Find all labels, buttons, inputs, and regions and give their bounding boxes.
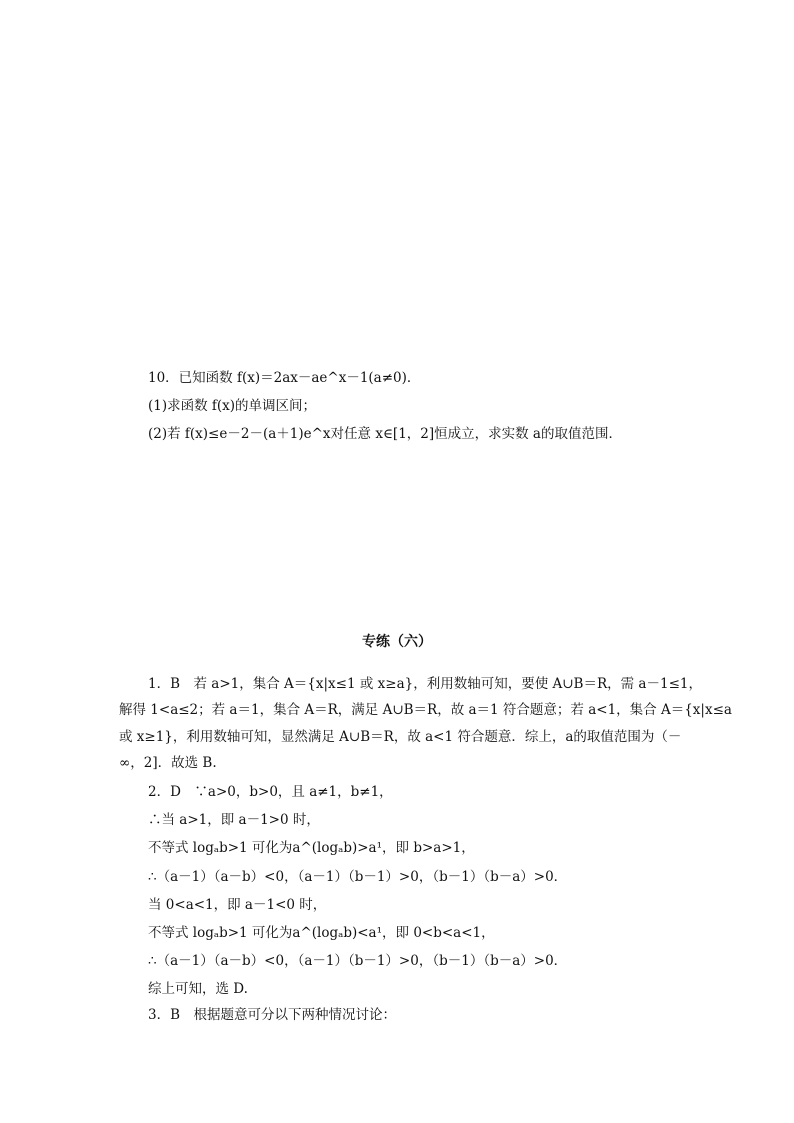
solution-line: 或 x≥1}，利用数轴可知，显然满足 A∪B＝R，故 a<1 符合题意．综上，a的取值范围为（－ [119, 729, 682, 745]
solution-line: 3．B 根据题意可分以下两种情况讨论： [148, 1007, 397, 1023]
solution-line: ∞，2]．故选 B. [119, 755, 217, 771]
problem-10-part2: (2)若 f(x)≤e－2－(a＋1)e^x对任意 x∈[1，2]恒成立，求实数 a的取值范围． [148, 426, 622, 442]
solution-line: ∴当 a>1，即 a－1>0 时， [148, 812, 320, 828]
problem-10-part1: (1)求函数 f(x)的单调区间； [148, 398, 317, 414]
solution-line: 不等式 logₐb>1 可化为a^(logₐb)>a¹，即 b>a>1， [148, 840, 475, 856]
solution-line: 1．B 若 a>1，集合 A＝{x|x≤1 或 x≥a}，利用数轴可知，要使 A∪B＝R，需 a－1≤1， [148, 676, 702, 692]
solution-line: 综上可知，选 D. [148, 981, 248, 997]
solution-line: 2．D ∵a>0，b>0，且 a≠1，b≠1， [148, 784, 393, 800]
section-title: 专练（六） [362, 634, 432, 650]
solution-line: ∴（a－1）（a－b）<0，（a－1）（b－1）>0，（b－1）（b－a）>0． [148, 953, 568, 969]
solution-line: 当 0<a<1，即 a－1<0 时， [148, 897, 327, 913]
problem-10-stem: 10．已知函数 f(x)＝2ax－ae^x－1(a≠0)． [148, 370, 421, 386]
solution-line: ∴（a－1）（a－b）<0，（a－1）（b－1）>0，（b－1）（b－a）>0． [148, 869, 568, 885]
solution-line: 不等式 logₐb>1 可化为a^(logₐb)<a¹，即 0<b<a<1， [148, 925, 495, 941]
solution-line: 解得 1<a≤2；若 a＝1，集合 A＝R，满足 A∪B＝R，故 a＝1 符合题意；若 a<1，集合 A＝{x|x≤a [119, 702, 732, 718]
